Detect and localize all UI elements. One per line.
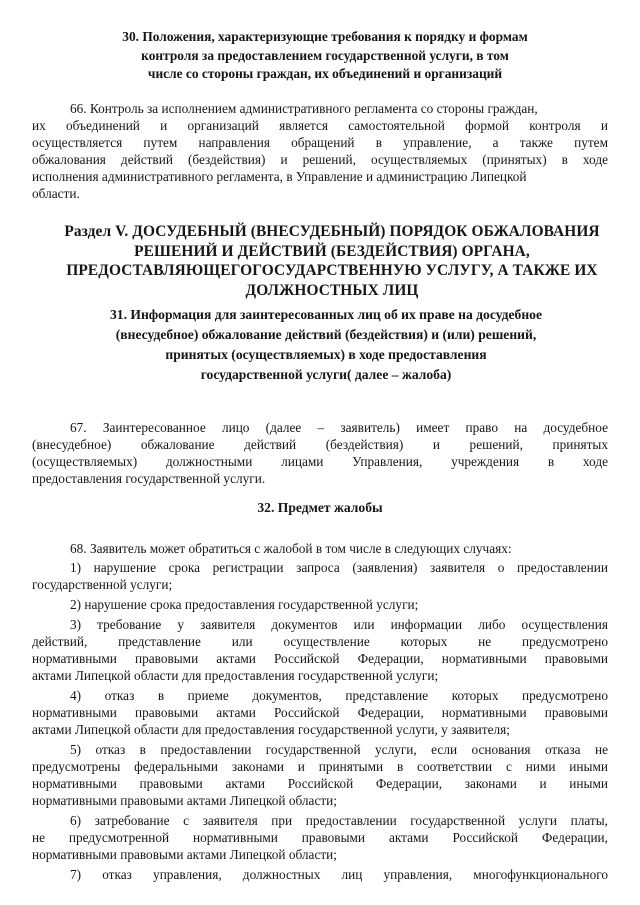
section-5-line: РЕШЕНИЙ И ДЕЙСТВИЙ (БЕЗДЕЙСТВИЯ) ОРГАНА, <box>134 242 530 260</box>
list-item-6-line: 6) затребование с заявителя при предоставлении государственной услуги платы, <box>70 813 608 828</box>
paragraph-66-line: области. <box>32 186 80 201</box>
list-item-7-line: 7) отказ управления, должностных лиц управления, многофункционального <box>70 867 608 882</box>
heading-32: 32. Предмет жалобы <box>257 500 383 515</box>
heading-31-line: 31. Информация для заинтересованных лиц об их праве на досудебное <box>109 307 543 322</box>
list-item-3-line: 3) требование у заявителя документов или информации либо осуществления <box>70 617 608 632</box>
list-item-5-line: 5) отказ в предоставлении государственной услуги, если основания отказа не <box>70 742 608 757</box>
paragraph-66-line: их объединений и организаций является самостоятельной формой контроля и <box>32 118 608 133</box>
section-5-heading <box>40 222 624 300</box>
paragraph-68-intro: 68. Заявитель может обратиться с жалобой в том числе в следующих случаях: <box>70 541 512 556</box>
list-item-6-line: нормативными правовыми актами Липецкой области; <box>32 847 337 862</box>
paragraph-67-line: (осуществляемых) должностными лицами Управления, учреждения в ходе <box>32 454 608 469</box>
list-item-2-line: 2) нарушение срока предоставления государственной услуги; <box>70 597 419 612</box>
paragraph-66-line: исполнения административного регламента, в Управление и администрацию Липецкой <box>32 169 527 184</box>
list-item-4-line: 4) отказ в приеме документов, представление которых предусмотрено <box>70 688 608 703</box>
list-item-3-line: нормативными правовыми актами Российской Федерации, нормативными правовыми <box>32 651 608 666</box>
paragraph-66 <box>32 101 608 211</box>
heading-30-line: контроля за предоставлением государственной услуги, в том <box>141 47 509 63</box>
list-item-5-line: нормативными правовыми актами Липецкой области; <box>32 793 337 808</box>
heading-31-line: государственной услуги( далее – жалоба) <box>200 367 452 382</box>
paragraph-68 <box>32 541 608 905</box>
paragraph-67-line: 67. Заинтересованное лицо (далее – заявитель) имеет право на досудебное <box>70 420 608 435</box>
list-item-6-line: не предусмотренной нормативными правовыми актами Российской Федерации, <box>32 830 608 845</box>
paragraph-67-line: (внесудебное) обжалование действий (бездействия) и решений, принятых <box>32 437 608 452</box>
paragraph-67 <box>32 420 608 492</box>
paragraph-66-line: обжалования действий (бездействия) и решений, осуществляемых (принятых) в ходе <box>32 152 608 167</box>
paragraph-67-line: предоставления государственной услуги. <box>32 471 266 486</box>
section-5-line: Раздел V. ДОСУДЕБНЫЙ (ВНЕСУДЕБНЫЙ) ПОРЯДОК ОБЖАЛОВАНИЯ <box>64 223 600 240</box>
section-5-line: ДОЛЖНОСТНЫХ ЛИЦ <box>245 281 419 299</box>
list-item-3-line: актами Липецкой области для предоставления государственной услуги; <box>32 668 439 683</box>
list-item-1-line: 1) нарушение срока регистрации запроса (заявления) заявителя о предоставлении <box>70 560 608 575</box>
heading-31-line: принятых (осуществляемых) в ходе предоставления <box>165 347 487 362</box>
heading-31-line: (внесудебное) обжалование действий (бездействия) и (или) решений, <box>115 327 537 342</box>
paragraph-66-line: 66. Контроль за исполнением административного регламента со стороны граждан, <box>70 101 538 116</box>
list-item-4-line: нормативными правовыми актами Российской Федерации, нормативными правовыми <box>32 705 608 720</box>
heading-30-line: числе со стороны граждан, их объединений и организаций <box>147 66 503 81</box>
list-item-1-line: государственной услуги; <box>32 577 173 592</box>
list-item-4-line: актами Липецкой области для предоставления государственной услуги, у заявителя; <box>32 722 510 737</box>
paragraph-66-line: осуществляется путем направления обращений в управление, а также путем <box>32 135 608 150</box>
section-5-line: ПРЕДОСТАВЛЯЮЩЕГОГОСУДАРСТВЕННУЮ УСЛУГУ, А ТАКЖЕ ИХ <box>66 262 598 280</box>
list-item-3-line: действий, представление или осуществление которых не предусмотрено <box>32 634 608 649</box>
heading-31 <box>64 305 588 385</box>
list-item-5-line: предусмотрены федеральными законами и принятыми в соответствии с ними иными <box>32 759 608 774</box>
heading-30 <box>80 28 570 84</box>
list-item-5-line: нормативными правовыми актами Российской Федерации, законами и иными <box>32 776 608 791</box>
heading-30-line: 30. Положения, характеризующие требования к порядку и формам <box>122 29 528 44</box>
